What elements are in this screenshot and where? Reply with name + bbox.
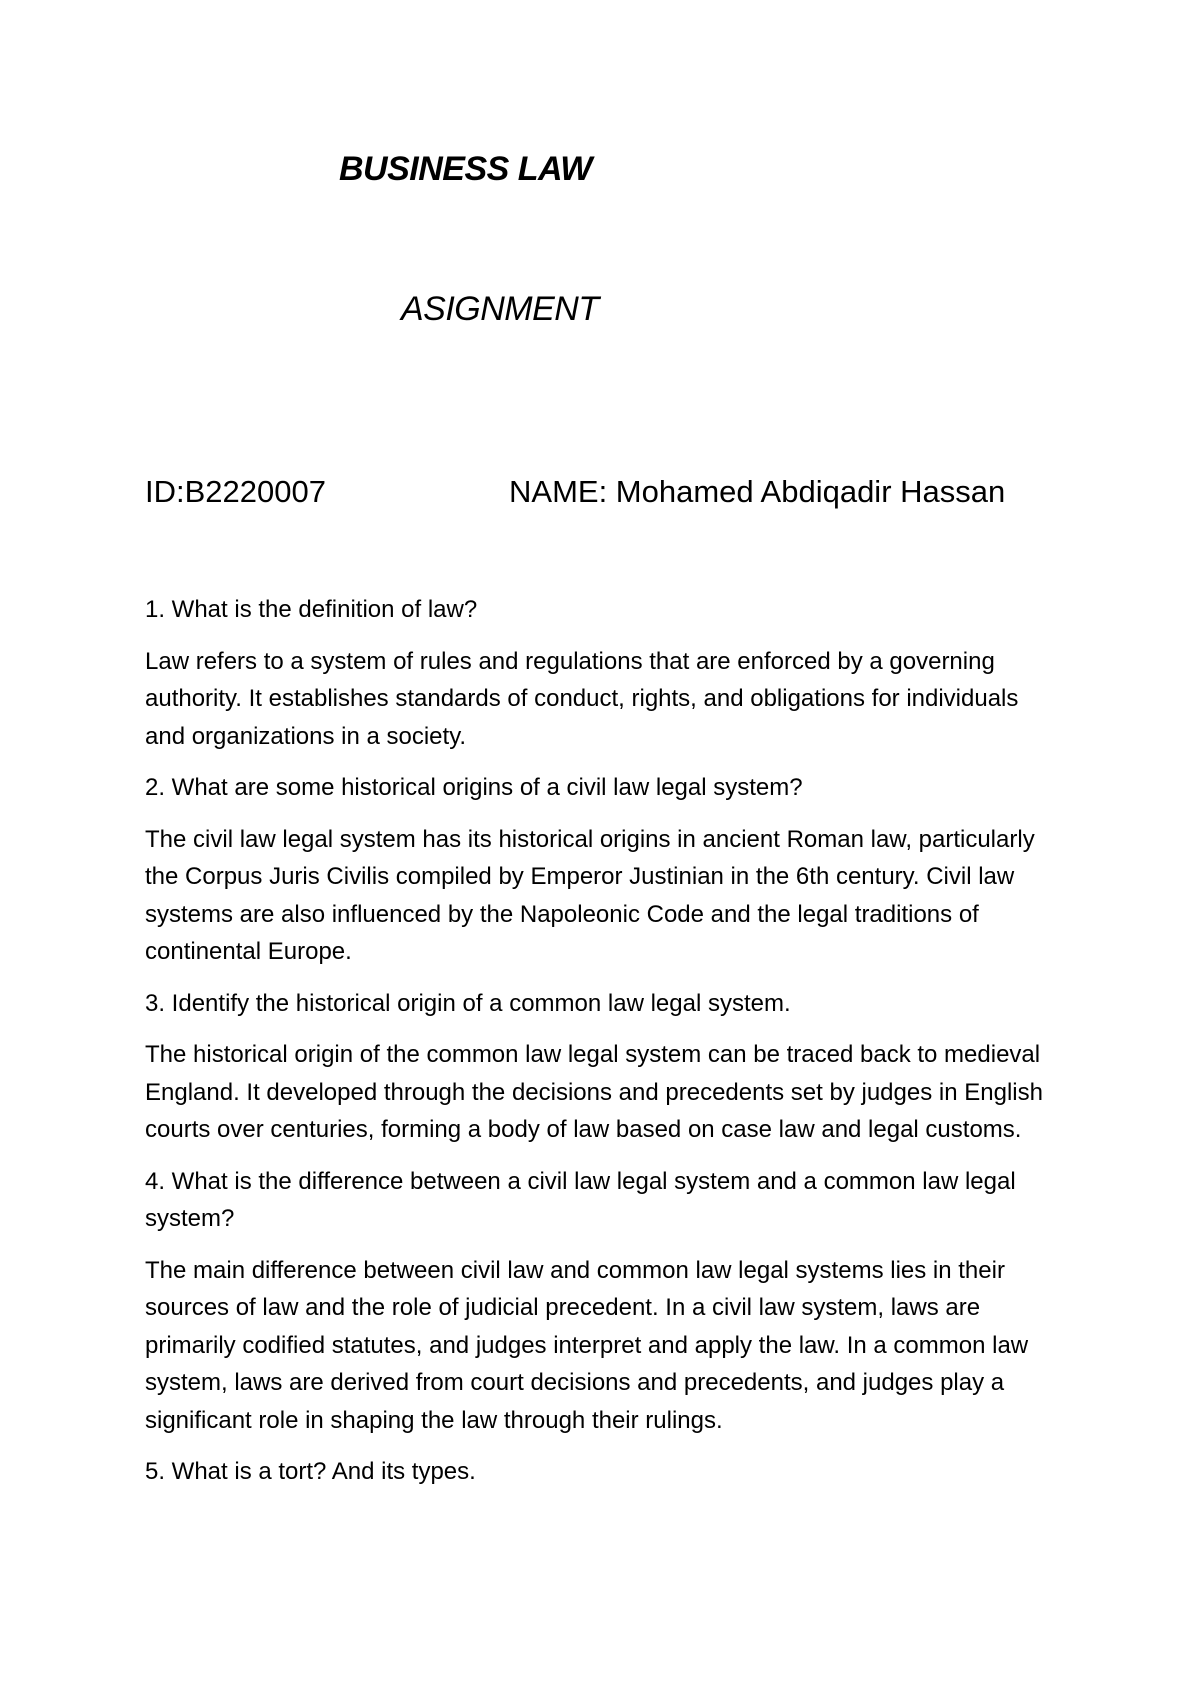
question-5: 5. What is a tort? And its types. (145, 1458, 476, 1485)
document-title: BUSINESS LAW (339, 150, 592, 188)
student-name: NAME: Mohamed Abdiqadir Hassan (509, 474, 1006, 509)
question-1: 1. What is the definition of law? (145, 596, 478, 623)
question-3: 3. Identify the historical origin of a common law legal system. (145, 989, 791, 1017)
answer-3: The historical origin of the common law legal system can be traced back to medieval England. It developed through the decisions and precedents set by judges in English courts over centuries, forming a body of law based on case law and legal customs. (145, 1041, 1043, 1143)
question-4: 4. What is the difference between a civil law legal system and a common law legal system? (145, 1167, 1016, 1232)
answer-4: The main difference between civil law and common law legal systems lies in their sources of law and the role of judicial precedent. In a civil law system, laws are primarily codified statutes, and judges interpret and apply the law. In a common law system, laws are derived from court decisions and precedents, and judges play a significant role in shaping the law through their rulings. (145, 1256, 1029, 1434)
answer-1: Law refers to a system of rules and regulations that are enforced by a governing authority. It establishes standards of conduct, rights, and obligations for individuals and organizations in a society. (145, 647, 1019, 750)
answer-2: The civil law legal system has its historical origins in ancient Roman law, particularly the Corpus Juris Civilis compiled by Emperor Justinian in the 6th century. Civil law systems are also influenced by the Napoleonic Code and the legal traditions of continental Europe. (145, 825, 1035, 965)
question-2: 2. What are some historical origins of a civil law legal system? (145, 774, 803, 801)
document-subtitle: ASIGNMENT (401, 290, 599, 328)
document-body (145, 591, 1065, 1505)
student-id: ID:B2220007 (145, 474, 326, 509)
